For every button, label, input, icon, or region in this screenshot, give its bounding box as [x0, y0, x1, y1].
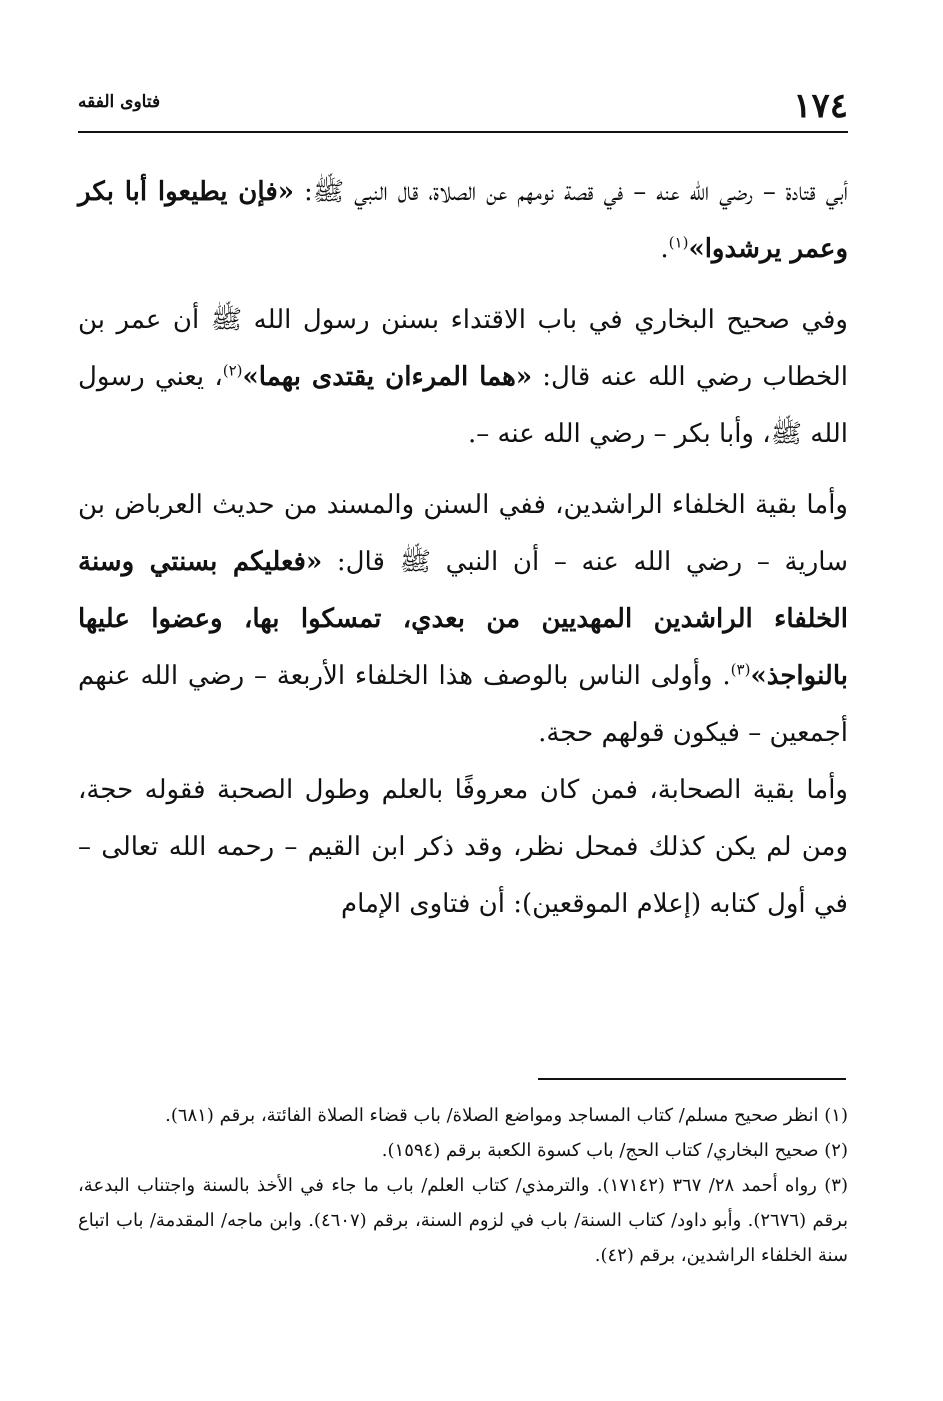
page-number: ١٧٤	[793, 86, 848, 126]
footnote-rule	[538, 1078, 846, 1080]
paragraph-text: وأما بقية الخلفاء الراشدين، ففي السنن والمسند من حديث العرباض بن سارية – رضي الله عنه – أن النبي ﷺ قال:	[78, 490, 848, 577]
paragraph-text: أبي قتادة – رضي الله عنه – في قصة نومهم عن الصلاة، قال النبي ﷺ:	[294, 177, 849, 207]
paragraph-2	[78, 292, 848, 463]
footnote-2: (٢) صحيح البخاري/ كتاب الحج/ باب كسوة الكعبة برقم (١٥٩٤).	[381, 1140, 848, 1161]
paragraph-text: . وأولى الناس بالوصف هذا الخلفاء الأربعة – رضي الله عنهم أجمعين – فيكون قولهم حجة.	[78, 661, 848, 748]
footnote-ref-2: (٢)	[222, 361, 243, 380]
paragraph-text: وفي صحيح البخاري في باب الاقتداء بسنن رسول الله ﷺ أن عمر بن الخطاب رضي الله عنه قال:	[78, 305, 848, 392]
paragraph-text: وأما بقية الصحابة، فمن كان معروفًا بالعلم وطول الصحبة فقوله حجة، ومن لم يكن كذلك فمحل نظر، وقد ذكر ابن القيم – رحمه الله تعالى – في أول كتابه (إعلام الموقعين): أن فتاوى الإمام	[78, 775, 848, 919]
hadith-quote: «فإن يطيعوا أبا بكر وعمر يرشدوا»	[78, 177, 848, 264]
footnotes	[78, 1098, 848, 1273]
header-rule	[78, 131, 848, 133]
footnote-3: (٣) رواه أحمد ٢٨/ ٣٦٧ (١٧١٤٢). والترمذي/ كتاب العلم/ باب ما جاء في الأخذ بالسنة واجتناب البدعة، برقم (٢٦٧٦). وأبو داود/ كتاب السنة/ باب في لزوم السنة، برقم (٤٦٠٧). وابن ماجه/ المقدمة/ باب اتباع سنة الخلفاء الراشدين، برقم (٤٢).	[78, 1175, 848, 1266]
paragraph-text: ، يعني رسول الله ﷺ، وأبا بكر – رضي الله عنه –.	[78, 362, 848, 449]
paragraph-1	[78, 164, 848, 278]
page-header	[78, 86, 848, 136]
footnote-1: (١) انظر صحيح مسلم/ كتاب المساجد ومواضع الصلاة/ باب قضاء الصلاة الفائتة، برقم (٦٨١).	[165, 1105, 848, 1126]
paragraph-4	[78, 762, 848, 933]
paragraph-3	[78, 477, 848, 762]
hadith-quote: «هما المرءان يقتدى بهما»	[242, 362, 533, 392]
footnote-ref-1: (١)	[668, 233, 689, 252]
paragraph-text: .	[660, 234, 669, 264]
hadith-quote: «فعليكم بسنتي وسنة الخلفاء الراشدين المهديين من بعدي، تمسكوا بها، وعضوا عليها بالنواجذ»	[78, 547, 848, 691]
main-text	[78, 164, 848, 933]
running-title: فتاوى الفقه	[78, 92, 161, 112]
footnote-ref-3: (٣)	[730, 660, 751, 679]
